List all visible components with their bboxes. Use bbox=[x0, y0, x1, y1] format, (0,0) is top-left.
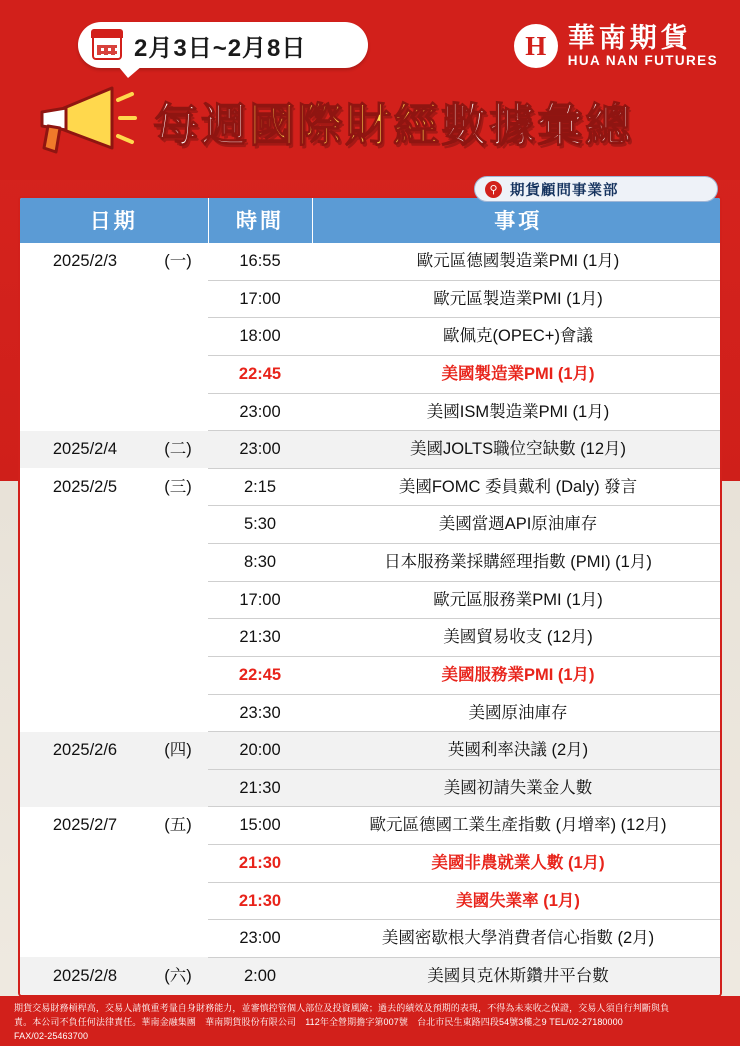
cell-time: 15:00 bbox=[208, 807, 312, 845]
cell-date: 2025/2/8 bbox=[20, 957, 148, 994]
cell-day-of-week bbox=[148, 920, 208, 958]
cell-date bbox=[20, 581, 148, 619]
cell-day-of-week bbox=[148, 694, 208, 732]
cell-time: 17:00 bbox=[208, 581, 312, 619]
poster-title bbox=[0, 86, 740, 158]
cell-date bbox=[20, 544, 148, 582]
cell-time: 17:00 bbox=[208, 280, 312, 318]
cell-event: 美國當週API原油庫存 bbox=[312, 506, 722, 544]
cell-day-of-week: (六) bbox=[148, 957, 208, 994]
cell-time: 5:30 bbox=[208, 506, 312, 544]
cell-date bbox=[20, 656, 148, 694]
table-row bbox=[20, 769, 722, 807]
date-range-pill bbox=[78, 22, 368, 68]
cell-date bbox=[20, 882, 148, 920]
cell-date bbox=[20, 355, 148, 393]
cell-event: 英國利率決議 (2月) bbox=[312, 732, 722, 770]
table-row bbox=[20, 845, 722, 883]
cell-event: 歐佩克(OPEC+)會議 bbox=[312, 318, 722, 356]
table-row bbox=[20, 506, 722, 544]
cell-time: 23:30 bbox=[208, 694, 312, 732]
table-row bbox=[20, 920, 722, 958]
cell-event: 美國原油庫存 bbox=[312, 694, 722, 732]
title-part-1: 每週 bbox=[153, 100, 249, 151]
disclaimer-line-3: FAX/02-25463700 bbox=[14, 1030, 89, 1041]
cell-event: 美國初請失業金人數 bbox=[312, 769, 722, 807]
cell-date bbox=[20, 920, 148, 958]
table-row bbox=[20, 807, 722, 845]
cell-time: 2:00 bbox=[208, 957, 312, 994]
column-header-date: 日期 bbox=[20, 198, 208, 243]
schedule-card bbox=[18, 196, 722, 997]
table-row bbox=[20, 544, 722, 582]
cell-time: 22:45 bbox=[208, 656, 312, 694]
cell-time: 20:00 bbox=[208, 732, 312, 770]
cell-event: 歐元區德國工業生產指數 (月增率) (12月) bbox=[312, 807, 722, 845]
date-range-text: 2月3日~2月8日 bbox=[134, 34, 307, 62]
department-tag bbox=[474, 176, 718, 202]
table-row bbox=[20, 393, 722, 431]
cell-date bbox=[20, 694, 148, 732]
cell-time: 23:00 bbox=[208, 393, 312, 431]
cell-day-of-week bbox=[148, 318, 208, 356]
cell-event: 美國製造業PMI (1月) bbox=[312, 355, 722, 393]
cell-time: 21:30 bbox=[208, 845, 312, 883]
table-header-row bbox=[20, 198, 722, 243]
cell-event: 歐元區德國製造業PMI (1月) bbox=[312, 243, 722, 280]
title-part-3: 數據彙總 bbox=[441, 100, 633, 151]
hua-nan-logo-icon: H bbox=[514, 24, 558, 68]
table-row bbox=[20, 882, 722, 920]
table-row bbox=[20, 581, 722, 619]
cell-day-of-week bbox=[148, 506, 208, 544]
table-row bbox=[20, 355, 722, 393]
search-icon: ⚲ bbox=[485, 181, 502, 198]
schedule-table-body bbox=[20, 243, 722, 995]
cell-event: 歐元區服務業PMI (1月) bbox=[312, 581, 722, 619]
cell-event: 美國JOLTS職位空缺數 (12月) bbox=[312, 431, 722, 469]
cell-date bbox=[20, 393, 148, 431]
megaphone-icon bbox=[34, 82, 138, 158]
cell-time: 21:30 bbox=[208, 882, 312, 920]
cell-day-of-week bbox=[148, 280, 208, 318]
cell-event: 美國密歇根大學消費者信心指數 (2月) bbox=[312, 920, 722, 958]
cell-day-of-week: (五) bbox=[148, 807, 208, 845]
cell-date bbox=[20, 280, 148, 318]
cell-time: 21:30 bbox=[208, 619, 312, 657]
cell-day-of-week bbox=[148, 544, 208, 582]
brand-name-en: HUA NAN FUTURES bbox=[567, 52, 718, 68]
cell-event: 美國貝克休斯鑽井平台數 bbox=[312, 957, 722, 994]
cell-event: 美國非農就業人數 (1月) bbox=[312, 845, 722, 883]
cell-time: 8:30 bbox=[208, 544, 312, 582]
table-row bbox=[20, 619, 722, 657]
disclaimer-line-1: 期貨交易財務槓桿高，交易人請慎重考量自身財務能力，並審慎控管個人部位及投資風險；過去的績效及預期的表現，不得為未來收之保證，交易人須自行判斷與負 bbox=[14, 1003, 670, 1013]
cell-day-of-week bbox=[148, 619, 208, 657]
table-row bbox=[20, 280, 722, 318]
cell-time: 23:00 bbox=[208, 431, 312, 469]
cell-event: 日本服務業採購經理指數 (PMI) (1月) bbox=[312, 544, 722, 582]
table-row bbox=[20, 694, 722, 732]
cell-time: 21:30 bbox=[208, 769, 312, 807]
title-part-2: 國際財經 bbox=[249, 100, 441, 151]
cell-time: 2:15 bbox=[208, 468, 312, 506]
cell-event: 美國失業率 (1月) bbox=[312, 882, 722, 920]
cell-day-of-week bbox=[148, 581, 208, 619]
cell-day-of-week: (四) bbox=[148, 732, 208, 770]
column-header-time: 時間 bbox=[208, 198, 312, 243]
disclaimer-footer bbox=[0, 996, 740, 1046]
cell-event: 美國服務業PMI (1月) bbox=[312, 656, 722, 694]
column-header-item: 事項 bbox=[312, 198, 722, 243]
table-row bbox=[20, 431, 722, 469]
cell-event: 美國ISM製造業PMI (1月) bbox=[312, 393, 722, 431]
cell-day-of-week: (二) bbox=[148, 431, 208, 469]
cell-date: 2025/2/7 bbox=[20, 807, 148, 845]
cell-day-of-week: (三) bbox=[148, 468, 208, 506]
department-tag-label: 期貨顧問事業部 bbox=[510, 182, 619, 199]
table-row bbox=[20, 243, 722, 280]
cell-date bbox=[20, 506, 148, 544]
disclaimer-line-2: 責。本公司不負任何法律責任。華南金融集團 華南期貨股份有限公司 112年全營期擔字第007號 台北市民生東路四段54號3樓之9 TEL/02-27180000 bbox=[14, 1016, 623, 1027]
brand-name-cn: 華南期貨 bbox=[567, 23, 692, 54]
cell-time: 23:00 bbox=[208, 920, 312, 958]
cell-time: 16:55 bbox=[208, 243, 312, 280]
header-band bbox=[0, 0, 740, 180]
cell-event: 美國FOMC 委員戴利 (Daly) 發言 bbox=[312, 468, 722, 506]
cell-date bbox=[20, 619, 148, 657]
brand-logo-group bbox=[514, 24, 718, 68]
cell-date bbox=[20, 769, 148, 807]
cell-date bbox=[20, 845, 148, 883]
cell-time: 18:00 bbox=[208, 318, 312, 356]
table-row bbox=[20, 957, 722, 994]
cell-day-of-week bbox=[148, 393, 208, 431]
cell-day-of-week bbox=[148, 845, 208, 883]
calendar-icon bbox=[92, 30, 122, 60]
table-row bbox=[20, 732, 722, 770]
schedule-table bbox=[20, 198, 722, 995]
cell-day-of-week bbox=[148, 769, 208, 807]
cell-day-of-week bbox=[148, 355, 208, 393]
cell-date: 2025/2/4 bbox=[20, 431, 148, 469]
cell-day-of-week bbox=[148, 882, 208, 920]
cell-date: 2025/2/3 bbox=[52, 252, 118, 270]
table-row bbox=[20, 656, 722, 694]
cell-day-of-week: (一) bbox=[164, 252, 192, 270]
table-row bbox=[20, 318, 722, 356]
cell-date: 2025/2/6 bbox=[20, 732, 148, 770]
cell-time: 22:45 bbox=[208, 355, 312, 393]
cell-day-of-week bbox=[148, 656, 208, 694]
table-row bbox=[20, 468, 722, 506]
cell-event: 歐元區製造業PMI (1月) bbox=[312, 280, 722, 318]
cell-date bbox=[20, 318, 148, 356]
cell-date: 2025/2/5 bbox=[20, 468, 148, 506]
cell-event: 美國貿易收支 (12月) bbox=[312, 619, 722, 657]
